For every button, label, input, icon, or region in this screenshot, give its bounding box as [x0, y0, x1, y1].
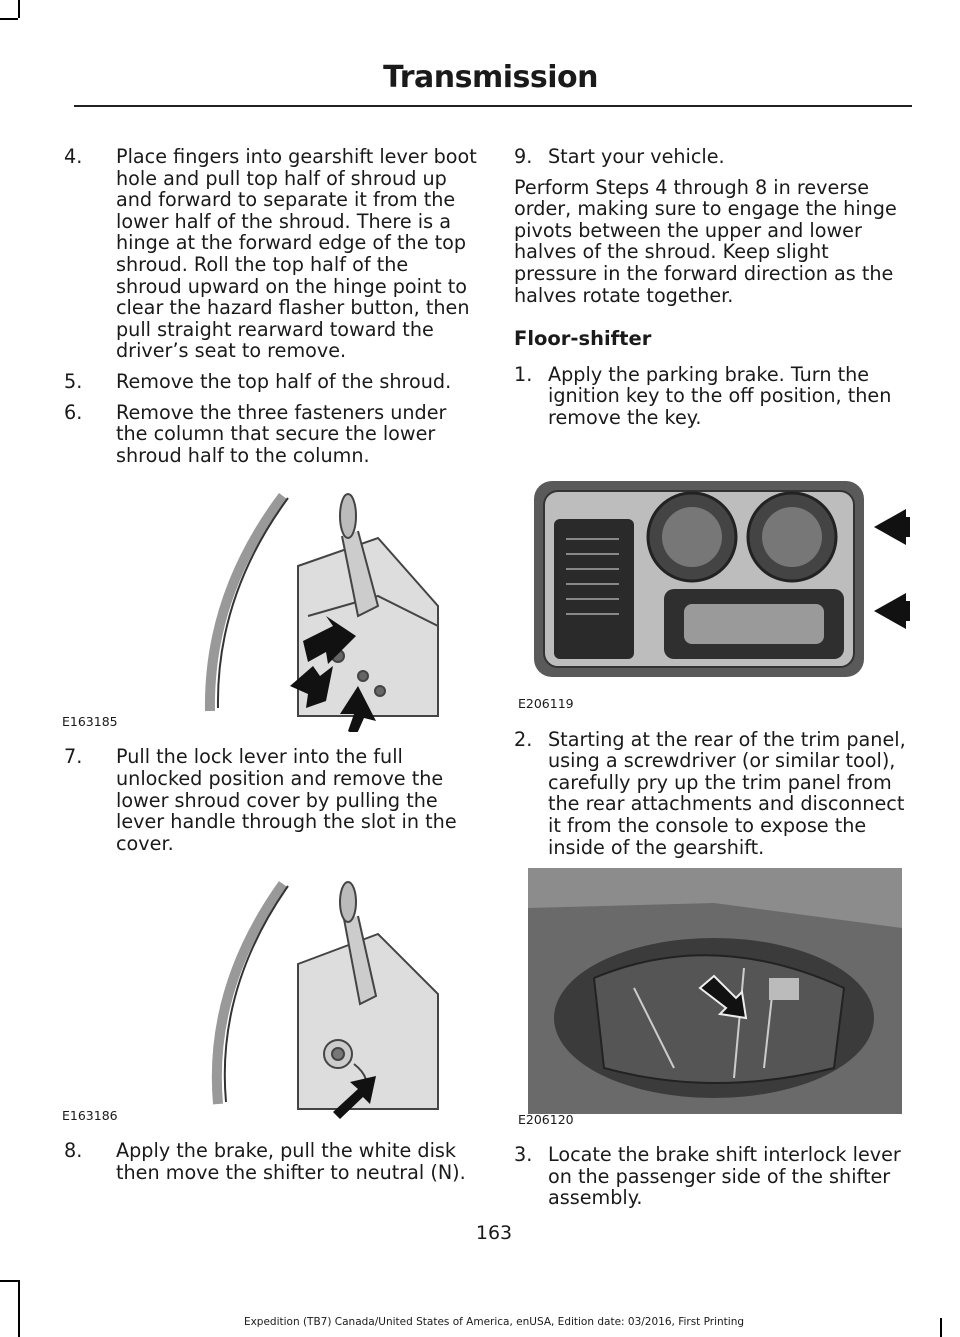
console-cupholder-illustration: [514, 479, 910, 693]
steering-column-fasteners-illustration: [58, 476, 478, 732]
crop-mark: [0, 18, 18, 20]
step-4: [58, 146, 478, 362]
step-number: 5.: [64, 369, 83, 393]
step-number: 3.: [514, 1143, 533, 1167]
step-number: 4.: [64, 145, 83, 168]
header-rule: [74, 105, 912, 107]
step-text: Apply the parking brake. Turn the ignition key to the off position, then remove the key.: [548, 362, 892, 429]
step-number: 2.: [514, 727, 533, 751]
gearshift-interior-illustration: [514, 868, 910, 1114]
floor-step-1: [514, 364, 910, 429]
reverse-order-paragraph: Perform Steps 4 through 8 in reverse order, making sure to engage the hinge pivots between the upper and lower halves of the shroud. Keep slight pressure in the forward direction as the halves rotate together.: [514, 175, 897, 307]
floor-step-2: [514, 729, 910, 859]
step-9: [514, 146, 910, 168]
page-number: 163: [475, 1222, 513, 1244]
step-text: Remove the top half of the shroud.: [116, 369, 452, 393]
crop-mark: [18, 1280, 20, 1337]
step-text: Pull the lock lever into the full unlocked position and remove the lower shroud cover by pulling the lever handle through the slot in the cover.: [116, 745, 457, 855]
step-text: Apply the brake, pull the white disk then move the shifter to neutral (N).: [116, 1139, 466, 1184]
figure-id: E206120: [518, 1111, 574, 1127]
step-5: [58, 371, 478, 393]
step-number: 7.: [64, 745, 83, 769]
step-6: [58, 402, 478, 467]
figure-id: E163185: [62, 713, 118, 729]
figure-e163185: [58, 476, 478, 732]
figure-id: E163186: [62, 1107, 118, 1123]
step-text: Starting at the rear of the trim panel, using a screwdriver (or similar tool), carefully pry up the trim panel from the rear attachments and disconnect it from the console to expose the inside of the gearshift.: [548, 727, 906, 859]
step-number: 6.: [64, 400, 83, 424]
figure-id: E206119: [518, 695, 574, 711]
crop-mark: [0, 1280, 18, 1282]
step-text: Start your vehicle.: [548, 145, 725, 168]
step-text: Locate the brake shift interlock lever on the passenger side of the shifter assembly.: [548, 1143, 901, 1210]
figure-e206120: [514, 868, 910, 1130]
figure-e163186: [58, 864, 478, 1126]
section-heading: Floor-shifter: [514, 327, 652, 351]
step-text: Remove the three fasteners under the column that secure the lower shroud half to the column.: [116, 400, 447, 467]
footer-text: Expedition (TB7) Canada/United States of America, enUSA, Edition date: 03/2016, First Printing: [243, 1316, 745, 1328]
crop-mark: [18, 0, 20, 18]
page-title: Transmission: [383, 60, 598, 95]
step-number: 1.: [514, 362, 533, 386]
right-column: [514, 146, 910, 1218]
step-text: Place fingers into gearshift lever boot hole and pull top half of shroud up and forward to separate it from the lower half of the shroud. There is a hinge at the forward edge of the top shroud. Roll the top half of the shroud upward on the hinge point to clear the hazard flasher button, then pull straight rearward toward the driver’s seat to remove.: [116, 145, 477, 363]
step-7: [58, 746, 478, 854]
step-number: 9.: [514, 145, 533, 168]
figure-e206119: [514, 479, 910, 715]
left-column: [58, 146, 478, 1192]
step-number: 8.: [64, 1139, 83, 1163]
step-8: [58, 1140, 478, 1183]
steering-column-lock-lever-illustration: [58, 864, 478, 1126]
floor-step-3: [514, 1144, 910, 1209]
